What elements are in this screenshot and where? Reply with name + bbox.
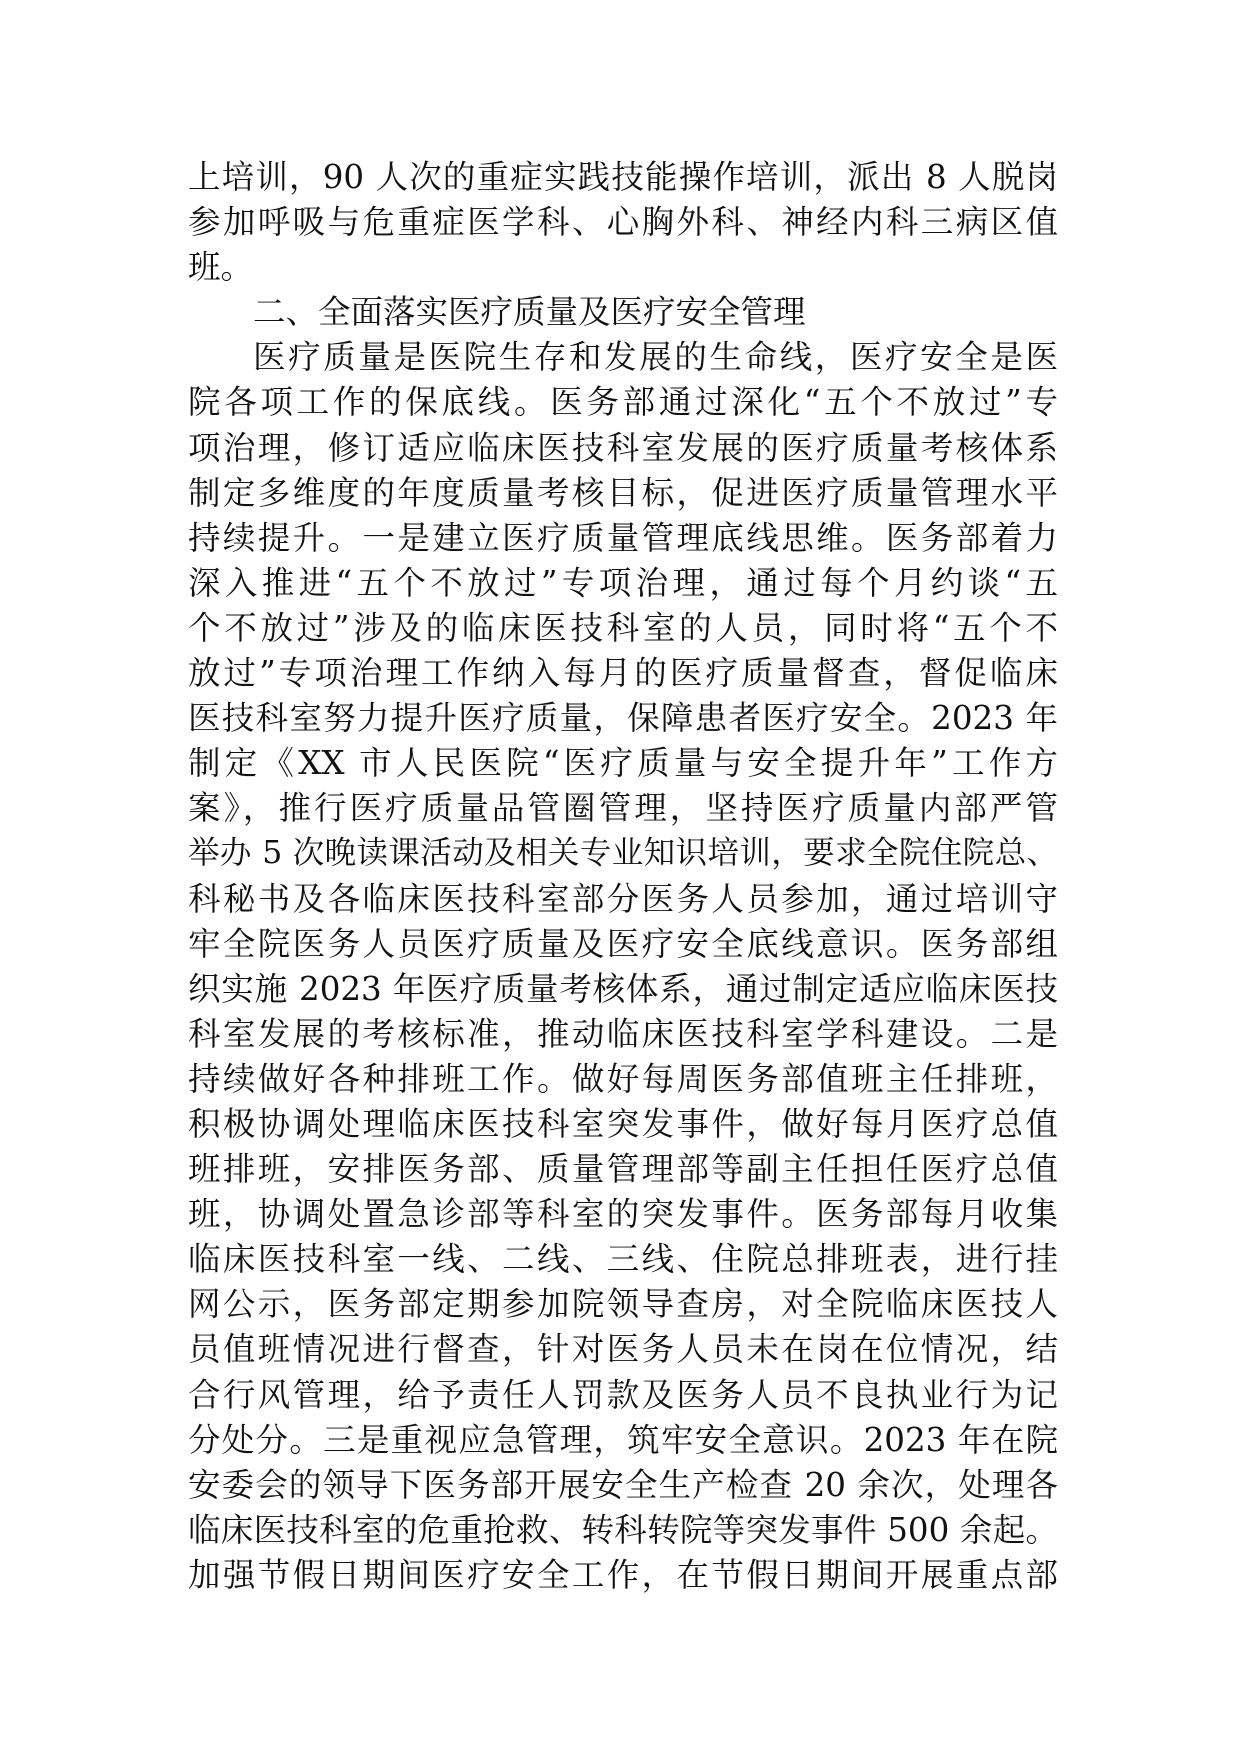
text-line: 加强节假日期间医疗安全工作，在节假日期间开展重点部	[188, 1555, 1058, 1594]
text-line: 院各项工作的保底线。医务部通过深化“五个不放过”专	[188, 383, 1058, 422]
text-line: 员值班情况进行督查，针对医务人员未在岗在位情况，结	[188, 1330, 1058, 1369]
text-line: 积极协调处理临床医技科室突发事件，做好每月医疗总值	[188, 1104, 1058, 1143]
text-line: 分处分。三是重视应急管理，筑牢安全意识。2023 年在院	[188, 1420, 1058, 1459]
text-line: 安委会的领导下医务部开展安全生产检查 20 余次，处理各	[188, 1465, 1058, 1504]
text-line: 织实施 2023 年医疗质量考核体系，通过制定适应临床医技	[188, 969, 1058, 1008]
text-line: 深入推进“五个不放过”专项治理，通过每个月约谈“五	[188, 563, 1058, 602]
text-line: 放过”专项治理工作纳入每月的医疗质量督查，督促临床	[188, 654, 1058, 693]
text-line: 临床医技科室一线、二线、三线、住院总排班表，进行挂	[188, 1240, 1058, 1279]
text-line: 班排班，安排医务部、质量管理部等副主任担任医疗总值	[188, 1150, 1058, 1189]
text-line: 班，协调处置急诊部等科室的突发事件。医务部每月收集	[188, 1195, 1058, 1234]
text-line: 持续做好各种排班工作。做好每周医务部值班主任排班，	[188, 1059, 1058, 1098]
text-line: 科室发展的考核标准，推动临床医技科室学科建设。二是	[188, 1014, 1058, 1053]
text-line: 临床医技科室的危重抢救、转科转院等突发事件 500 余起。	[188, 1510, 1058, 1549]
section-heading: 二、全面落实医疗质量及医疗安全管理	[253, 293, 806, 332]
text-line: 牢全院医务人员医疗质量及医疗安全底线意识。医务部组	[188, 924, 1058, 963]
text-line: 持续提升。一是建立医疗质量管理底线思维。医务部着力	[188, 518, 1058, 557]
text-line: 案》，推行医疗质量品管圈管理，坚持医疗质量内部严管	[188, 789, 1058, 828]
text-line: 医技科室努力提升医疗质量，保障患者医疗安全。2023 年	[188, 699, 1058, 738]
text-line: 科秘书及各临床医技科室部分医务人员参加，通过培训守	[188, 879, 1058, 918]
text-line: 上培训，90 人次的重症实践技能操作培训，派出 8 人脱岗	[188, 158, 1058, 196]
text-line: 个不放过”涉及的临床医技科室的人员，同时将“五个不	[188, 608, 1058, 647]
text-line: 项治理，修订适应临床医技科室发展的医疗质量考核体系	[188, 428, 1058, 467]
text-line: 制定《XX 市人民医院“医疗质量与安全提升年”工作方	[188, 744, 1058, 783]
text-line: 网公示，医务部定期参加院领导查房，对全院临床医技人	[188, 1285, 1058, 1324]
text-line: 班。	[188, 248, 254, 287]
text-line: 举办 5 次晚读课活动及相关专业知识培训，要求全院住院总、	[188, 835, 1058, 872]
text-line: 医疗质量是医院生存和发展的生命线，医疗安全是医	[253, 338, 1058, 377]
body-text	[188, 155, 1058, 1598]
text-line: 参加呼吸与危重症医学科、心胸外科、神经内科三病区值	[188, 203, 1058, 242]
text-line: 合行风管理，给予责任人罚款及医务人员不良执业行为记	[188, 1375, 1058, 1414]
text-line: 制定多维度的年度质量考核目标，促进医疗质量管理水平	[188, 473, 1058, 512]
